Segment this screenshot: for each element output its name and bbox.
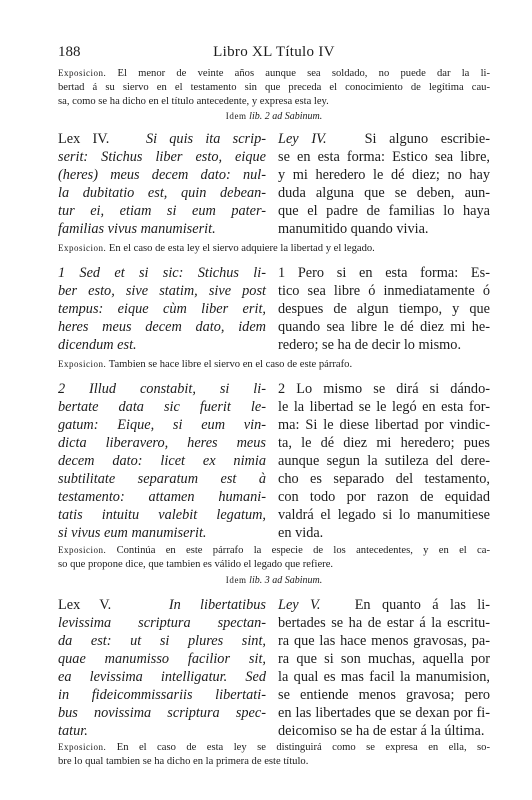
source-reference: Idem lib. 3 ad Sabinum. (225, 575, 323, 586)
paragraph-2-latin: 2 Illud constabit, si li- bertate data sic fuerit le- gatum: Eique, si eum vin- dicta liberavero, heres meus decem dato: licet ex nimia subtilitate separatum est à testamento: attamen humani- tatis intuitu valebit legatum, si vivus eum manumiserit. (58, 381, 266, 541)
source-reference: Idem lib. 2 ad Sabinum. (225, 111, 323, 122)
paragraph-1-latin: 1 Sed et si sic: Stichus li- ber esto, sive statim, sive post tempus: eique cùm liber erit, heres meus decem dato, idem dicendum est. (58, 265, 266, 353)
page-header (58, 44, 490, 64)
exposicion-label: Exposicion. (58, 68, 107, 78)
paragraph-2-spanish: 2 Lo mismo se dirá si dándo- le la libertad se le legó en esta for- ma: Si le diese libertad por vindic- ta, le dé diez mi heredero; pues aunque segun la sutileza del dere- cho es separado del testamento, con todo por razon de equidad valdrá el legado si lo manumitiese en vida. (278, 381, 490, 541)
law-label: Ley IV. (278, 131, 327, 147)
exposicion-label: Exposicion. (58, 359, 107, 369)
exposicion-lex-iv: Exposicion. En el caso de esta ley el siervo adquiere la libertad y el legado. (58, 243, 375, 254)
exposicion-label: Exposicion. (58, 545, 107, 555)
lex-v-latin: Lex V. In libertatibus levissima scriptura spectan- da est: ut si plures sint, quae manumisso facilior sit, ea levissima intelligatur. Sed in fideicommissariis libertati- bus novissima scriptura spec- tatur. (58, 597, 266, 739)
exposicion-paragraph-1: Exposicion. Tambien se hace libre el siervo en el caso de este párrafo. (58, 359, 353, 370)
running-title: Libro XL Título IV (213, 44, 335, 60)
lex-iv-latin: Lex IV. Si quis ita scrip- serit: Stichus liber esto, eique (heres) meus decem dato: nul- la dubitatio est, quin debean- tur ei, etiam si eum pater- familias vivus manumiserit. (58, 131, 266, 237)
exposicion-paragraph-2: Exposicion. Continúa en este párrafo la especie de los antecedentes, y en el ca- so que propone dice, que tambien es válido el legado que refiere. (58, 545, 490, 570)
exposicion-lex-v: Exposicion. En el caso de esta ley se distinguirá como se expresa en ella, so- bre lo qual tambien se ha dicho en la primera de este título. (58, 742, 491, 767)
exposicion-label: Exposicion. (58, 742, 107, 752)
law-label: Lex IV. (58, 131, 110, 147)
page-number: 188 (58, 44, 81, 60)
law-label: Ley V. (278, 597, 321, 613)
exposicion-label: Exposicion. (58, 243, 107, 253)
ley-iv-spanish: Ley IV. Si alguno escribie- se en esta forma: Estico sea libre, y mi heredero le dé diez; no hay duda alguna que se deben, aun- que el padre de familias lo haya manumitido quando vivia. (278, 131, 490, 237)
law-label: Lex V. (58, 597, 112, 613)
ley-v-spanish: Ley V. En quanto á las li- bertades se ha de estar á la escritu- ra que las hace menos gravosas, pa- ra que si son muchas, aquella por la qual es mas facil la manumision, se entiende menos gravosa; pero en las libertades que se dexan por fi- deicomiso se ha de estar á la última. (278, 597, 490, 739)
paragraph-1-spanish: 1 Pero si en esta forma: Es- tico sea libre ó inmediatamente ó despues de algun tiempo, y que quando sea libre le dé diez mi he- redero; se ha de decir lo mismo. (278, 265, 490, 353)
exposicion-intro: Exposicion. El menor de veinte años aunque sea soldado, no puede dar la li- bertad á su siervo en el testamento sin que preceda el conocimiento de legítima cau- sa, como se ha dicho en el título antecedente, y expresa esta ley. (58, 68, 490, 107)
